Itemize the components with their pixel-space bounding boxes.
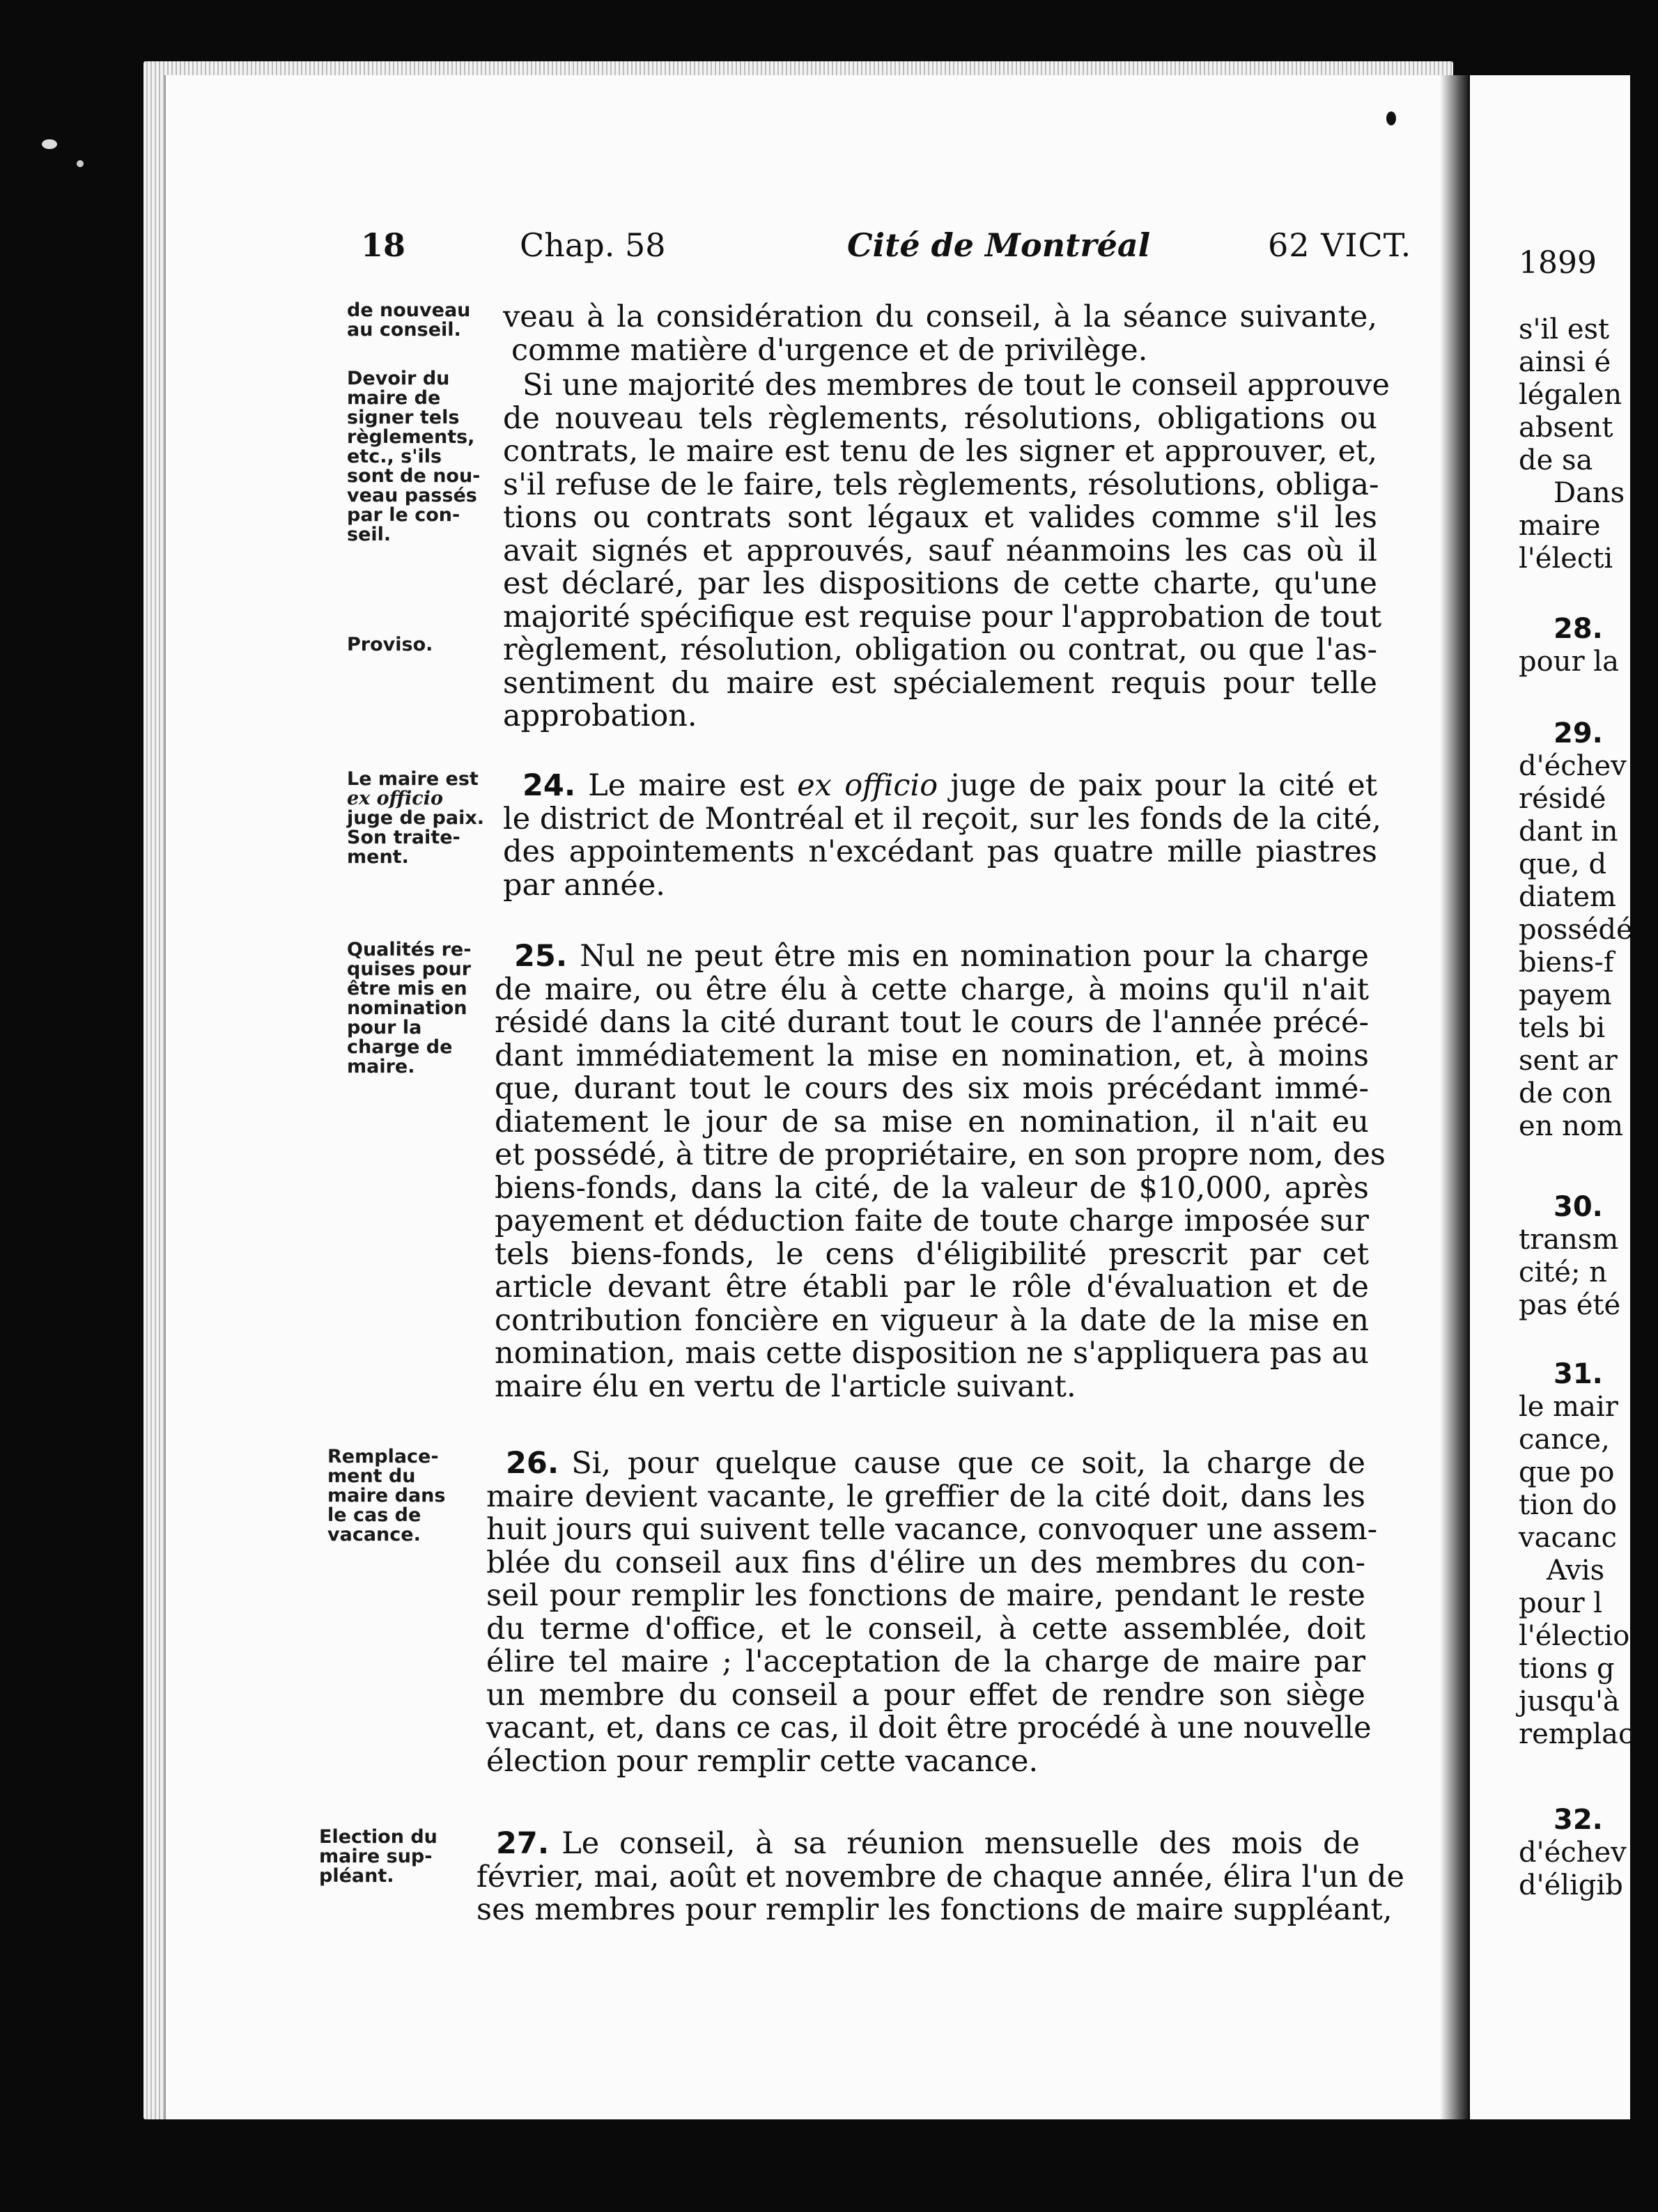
margin-note-line: pléant. xyxy=(319,1865,394,1887)
right-page-block xyxy=(1519,1191,1658,1322)
margin-note-line: ment du xyxy=(327,1465,416,1487)
page-number: 18 xyxy=(361,226,406,264)
text-line: le mair xyxy=(1519,1391,1618,1423)
margin-note-line: maire dans xyxy=(327,1485,446,1506)
right-page-year: 1899 xyxy=(1519,245,1597,281)
text-line: nomination, mais cette disposition ne s'appliquera pas au xyxy=(495,1336,1369,1371)
margin-note-line: au conseil. xyxy=(347,319,461,341)
text-line: remplac xyxy=(1519,1718,1634,1750)
margin-note-line: quises pour xyxy=(347,958,472,980)
margin-note-line: par le con- xyxy=(347,504,460,526)
text-line: du terme d'office, et le conseil, à cette assemblée, doit xyxy=(486,1611,1365,1646)
margin-note-line: etc., s'ils xyxy=(347,446,442,467)
text-line: légalen xyxy=(1519,379,1622,411)
text-line: Avis xyxy=(1547,1555,1605,1587)
text-line: élection pour remplir cette vacance. xyxy=(486,1743,1039,1779)
text-line: de sa xyxy=(1519,444,1593,476)
section-number: 30. xyxy=(1554,1191,1603,1223)
line-content: Le maire est ex officio juge de paix pour la cité et xyxy=(588,768,1377,803)
right-page-block xyxy=(1519,1804,1658,1902)
text-line: maire élu en vertu de l'article suivant. xyxy=(495,1369,1076,1404)
text-line: contribution foncière en vigueur à la date de la mise en xyxy=(495,1302,1369,1338)
text-line: que, durant tout le cours des six mois précédant immé- xyxy=(495,1071,1369,1106)
text-line: par année. xyxy=(503,867,665,903)
margin-note-line: Proviso. xyxy=(347,634,433,655)
margin-note-line: signer tels xyxy=(347,407,460,428)
text-line: d'échev xyxy=(1519,1837,1627,1869)
margin-note xyxy=(347,770,497,867)
right-page-block xyxy=(1519,613,1658,678)
margin-note xyxy=(327,1447,477,1545)
margin-note-line: juge de paix. xyxy=(347,807,485,829)
text-line: ses membres pour remplir les fonctions de maire suppléant, xyxy=(477,1892,1393,1927)
text-line: diatem xyxy=(1519,881,1616,913)
text-line: et possédé, à titre de propriétaire, en son propre nom, des xyxy=(495,1137,1386,1172)
ink-speck xyxy=(42,139,57,149)
text-line: résidé dans la cité durant tout le cours de l'année précé- xyxy=(495,1005,1369,1040)
text-line: veau à la considération du conseil, à la séance suivante, xyxy=(503,299,1377,334)
text-line: résidé xyxy=(1519,783,1606,815)
text-line: de nouveau tels règlements, résolutions, obligations ou xyxy=(503,400,1377,436)
section-number: 24. xyxy=(522,768,576,803)
margin-note-line: maire de xyxy=(347,387,441,409)
right-page-block xyxy=(1519,313,1658,575)
text-line: diatement le jour de sa mise en nomination, il n'ait eu xyxy=(495,1104,1369,1139)
margin-note-line: vacance. xyxy=(327,1524,421,1545)
text-line: vacant, et, dans ce cas, il doit être procédé à une nouvelle xyxy=(486,1711,1372,1745)
text-line: payem xyxy=(1519,979,1612,1011)
margin-note-line: le cas de xyxy=(327,1504,421,1526)
section-27 xyxy=(477,1826,1404,1927)
text-line: absent xyxy=(1519,412,1613,444)
margin-note-line: ment. xyxy=(347,846,409,868)
text-line: élire tel maire ; l'acceptation de la charge de maire par xyxy=(486,1644,1365,1679)
ink-speck xyxy=(1386,111,1396,125)
text-line: maire xyxy=(1519,510,1601,542)
text-line: approbation. xyxy=(503,699,697,733)
text-line: un membre du conseil a pour effet de rendre son siège xyxy=(486,1677,1365,1713)
paragraph xyxy=(503,368,1390,733)
text-line: payement et déduction faite de toute charge imposée sur xyxy=(495,1204,1369,1238)
text-line: majorité spécifique est requise pour l'approbation de tout xyxy=(503,599,1382,634)
margin-note-line: être mis en xyxy=(347,978,467,999)
text-line: s'il refuse de le faire, tels règlements, résolutions, obliga- xyxy=(503,467,1379,502)
text-line: dant immédiatement la mise en nomination, et, à moins xyxy=(495,1038,1369,1073)
text-line xyxy=(477,1828,1360,1861)
margin-note-line: veau passés xyxy=(347,485,477,506)
text-line: d'échev xyxy=(1519,750,1627,782)
text-line: vacanc xyxy=(1519,1522,1617,1554)
margin-note-line: règlements, xyxy=(347,426,475,448)
text-line: pas été xyxy=(1519,1289,1621,1321)
line-content: Nul ne peut être mis en nomination pour la charge xyxy=(580,939,1369,974)
margin-note-line: Qualités re- xyxy=(347,939,472,960)
text-line: pour l xyxy=(1519,1587,1603,1619)
margin-note-line: Remplace- xyxy=(327,1446,439,1467)
section-number: 28. xyxy=(1554,613,1603,645)
margin-note xyxy=(347,635,497,655)
text-line: tion do xyxy=(1519,1489,1618,1521)
section-number: 29. xyxy=(1554,717,1603,749)
margin-note-line: pour la xyxy=(347,1017,422,1038)
margin-note-line: nomination xyxy=(347,997,467,1019)
text-line: seil pour remplir les fonctions de maire, pendant le reste xyxy=(486,1578,1365,1613)
running-title: Cité de Montréal xyxy=(847,226,1151,264)
text-line: tions ou contrats sont légaux et valides comme s'il les xyxy=(503,500,1377,535)
margin-note-line: de nouveau xyxy=(347,299,471,321)
margin-note xyxy=(347,301,497,340)
margin-note-line: sont de nou- xyxy=(347,465,481,487)
section-number: 27. xyxy=(496,1826,550,1861)
text-line: l'électi xyxy=(1519,543,1613,575)
text-line: cance, xyxy=(1519,1424,1610,1456)
text-line: comme matière d'urgence et de privilège. xyxy=(511,332,1148,368)
margin-note-italic: ex officio xyxy=(347,788,443,809)
ink-speck xyxy=(77,160,84,167)
text-line: de maire, ou être élu à cette charge, à moins qu'il n'ait xyxy=(495,972,1369,1007)
text-line: tions g xyxy=(1519,1653,1615,1685)
text-line: Si une majorité des membres de tout le conseil approuve xyxy=(522,368,1390,403)
text-line: possédé xyxy=(1519,914,1633,946)
text-line: février, mai, août et novembre de chaque année, élira l'un de xyxy=(477,1859,1404,1894)
text-line: d'éligib xyxy=(1519,1869,1623,1901)
section-25 xyxy=(495,939,1386,1404)
section-26 xyxy=(486,1446,1378,1779)
text-line: article devant être établi par le rôle d'évaluation et de xyxy=(495,1270,1369,1304)
margin-note-line: maire. xyxy=(347,1056,415,1077)
text-line: Dans xyxy=(1554,477,1625,509)
text-line: huit jours qui suivent telle vacance, convoquer une assem- xyxy=(486,1512,1378,1547)
text-line: est déclaré, par les dispositions de cette charte, qu'une xyxy=(503,566,1377,601)
text-line: tels bi xyxy=(1519,1012,1606,1044)
text-line: l'électio xyxy=(1519,1620,1630,1652)
text-line: ainsi é xyxy=(1519,346,1611,378)
margin-note-line: charge de xyxy=(347,1036,453,1058)
margin-note xyxy=(347,940,497,1077)
margin-note-line: Son traite- xyxy=(347,827,460,848)
text-line: maire devient vacante, le greffier de la cité doit, dans les xyxy=(486,1479,1365,1514)
right-page-block xyxy=(1519,1358,1658,1751)
text-line: dant in xyxy=(1519,816,1618,848)
text-line: des appointements n'excédant pas quatre mille piastres xyxy=(503,834,1377,869)
text-line xyxy=(486,1447,1365,1481)
margin-note-line: Devoir du xyxy=(347,368,450,389)
margin-note xyxy=(319,1828,469,1886)
text-line: avait signés et approuvés, sauf néanmoins les cas où il xyxy=(503,533,1377,568)
margin-note-line: seil. xyxy=(347,524,392,545)
text-line: jusqu'à xyxy=(1519,1685,1620,1718)
text-line: s'il est xyxy=(1519,313,1610,345)
latin-phrase: ex officio xyxy=(797,768,938,803)
text-line: que, d xyxy=(1519,848,1607,880)
text-line: en nom xyxy=(1519,1110,1623,1142)
text-line xyxy=(503,770,1377,803)
text-line: contrats, le maire est tenu de les signer et approuver, et, xyxy=(503,434,1377,469)
text-line: le district de Montréal et il reçoit, sur les fonds de la cité, xyxy=(503,801,1381,836)
text-line: tels biens-fonds, le cens d'éligibilité prescrit par cet xyxy=(495,1236,1369,1272)
text-line: sent ar xyxy=(1519,1045,1618,1077)
section-number: 26. xyxy=(506,1446,559,1481)
paragraph xyxy=(503,301,1377,367)
margin-note-line xyxy=(347,789,497,809)
text-line: transm xyxy=(1519,1224,1619,1256)
section-24 xyxy=(503,768,1381,903)
section-number: 25. xyxy=(514,939,568,974)
book-gutter xyxy=(1441,75,1469,2119)
text-line: de con xyxy=(1519,1077,1613,1109)
margin-note-line: Le maire est xyxy=(347,768,479,790)
text-line: que po xyxy=(1519,1456,1615,1488)
text-line: biens-fonds, dans la cité, de la valeur de $10,000, après xyxy=(495,1170,1369,1206)
section-number: 31. xyxy=(1554,1358,1603,1390)
text-line: pour la xyxy=(1519,646,1619,678)
chapter-heading: Chap. 58 xyxy=(520,226,666,264)
section-number: 32. xyxy=(1554,1804,1603,1836)
text-line xyxy=(495,940,1369,974)
margin-note-line: maire sup- xyxy=(319,1846,433,1867)
text-line: règlement, résolution, obligation ou contrat, ou que l'as- xyxy=(503,632,1377,667)
line-content: Le conseil, à sa réunion mensuelle des mois de xyxy=(561,1826,1360,1861)
margin-note xyxy=(347,369,497,545)
text-line: cité; n xyxy=(1519,1256,1607,1288)
right-page-block xyxy=(1519,717,1658,1143)
session-heading: 62 VICT. xyxy=(1268,226,1412,264)
margin-note-line: Election du xyxy=(319,1826,437,1848)
line-content: Si, pour quelque cause que ce soit, la charge de xyxy=(571,1446,1365,1481)
text-line: blée du conseil aux fins d'élire un des membres du con- xyxy=(486,1545,1365,1580)
text-line: biens-f xyxy=(1519,947,1614,979)
text-line: sentiment du maire est spécialement requis pour telle xyxy=(503,665,1377,701)
